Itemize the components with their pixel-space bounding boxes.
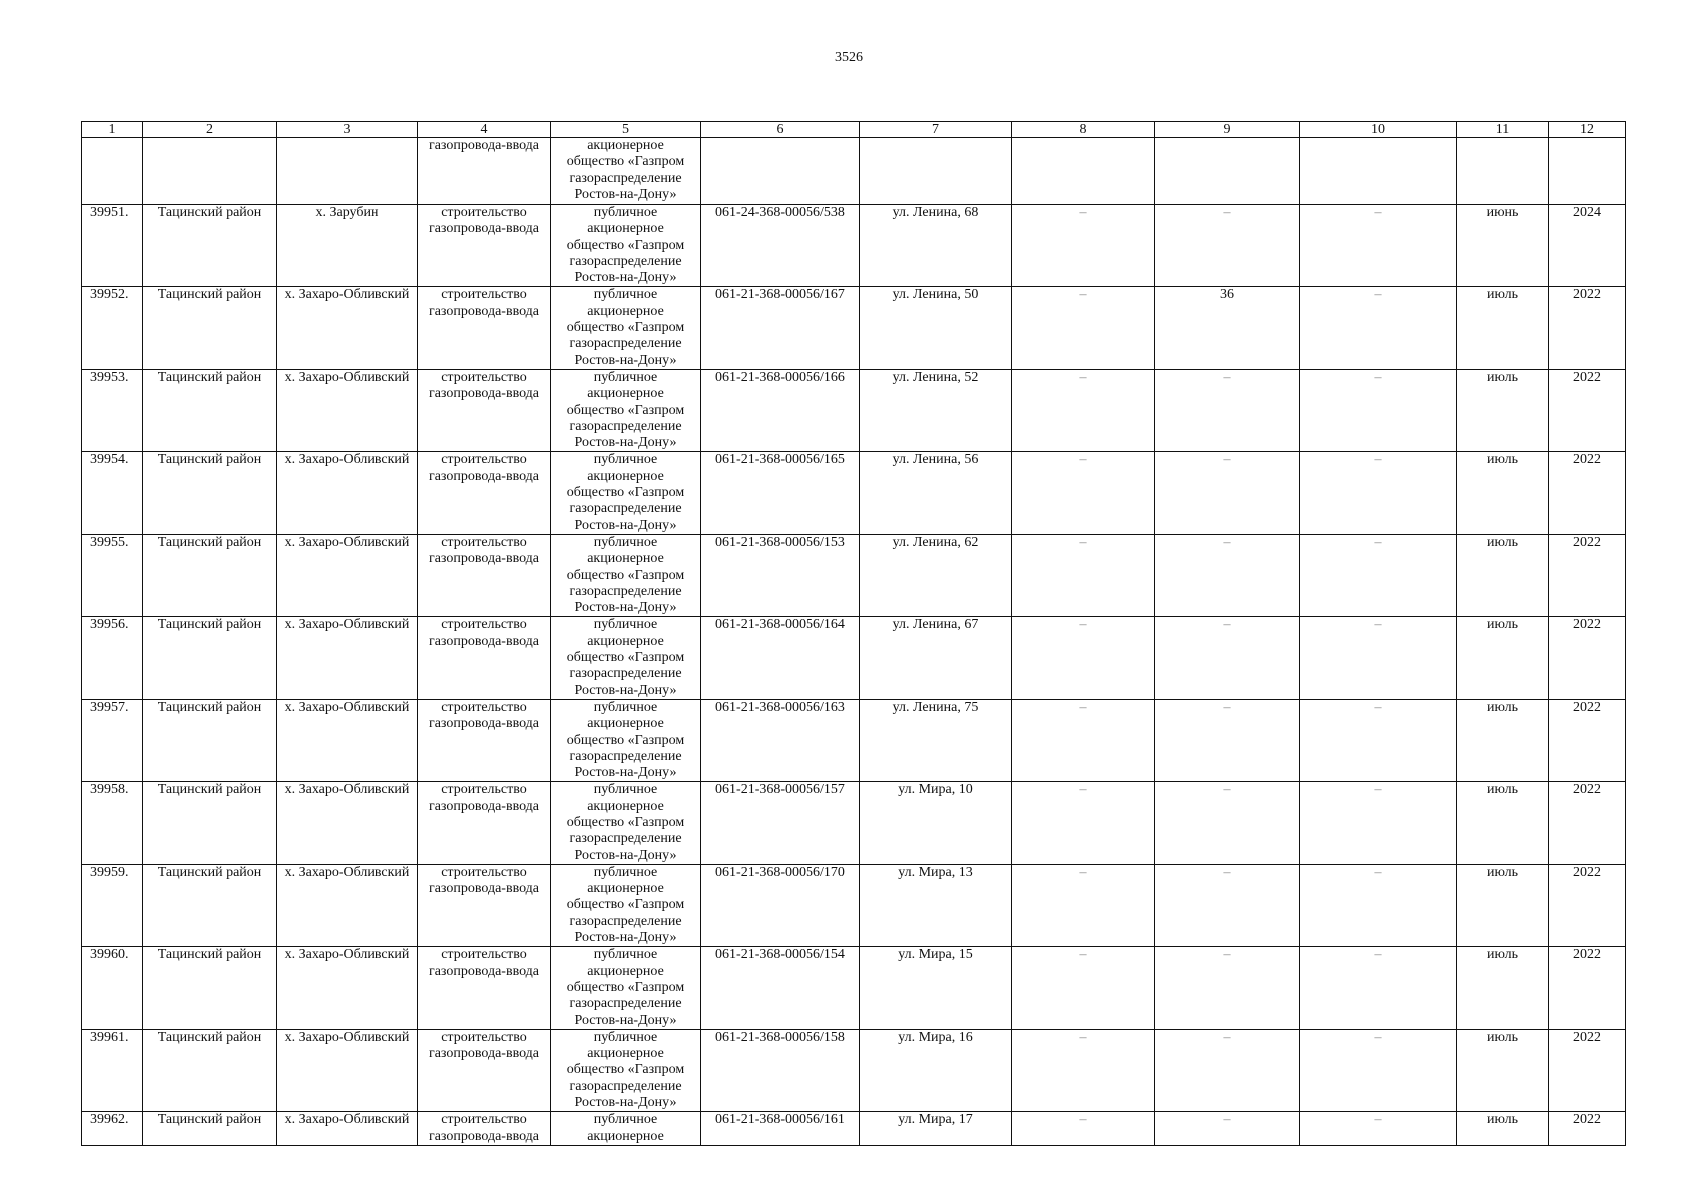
cell-address: ул. Ленина, 75 <box>860 699 1012 781</box>
cell-work-type: строительство газопровода-ввода <box>418 1029 551 1111</box>
cell-col-9: – <box>1155 699 1300 781</box>
cell-owner: публичное акционерное общество «Газпром газораспределение Ростов-на-Дону» <box>551 782 701 864</box>
cell-empty <box>277 138 418 205</box>
cell-year: 2022 <box>1549 1112 1626 1146</box>
cell-year: 2022 <box>1549 947 1626 1029</box>
column-number-row <box>82 122 1626 138</box>
cell-settlement: х. Захаро-Обливский <box>277 782 418 864</box>
cell-district: Тацинский район <box>143 1112 277 1146</box>
cell-district: Тацинский район <box>143 205 277 287</box>
column-number: 3 <box>277 122 418 138</box>
cell-empty <box>143 138 277 205</box>
cell-month: июль <box>1457 1112 1549 1146</box>
cell-settlement: х. Захаро-Обливский <box>277 534 418 616</box>
cell-owner: публичное акционерное общество «Газпром газораспределение Ростов-на-Дону» <box>551 617 701 699</box>
column-number: 10 <box>1300 122 1457 138</box>
cell-row-number: 39951. <box>82 205 143 287</box>
cell-district: Тацинский район <box>143 864 277 946</box>
cell-owner: публичное акционерное общество «Газпром газораспределение Ростов-на-Дону» <box>551 699 701 781</box>
cell-empty <box>1457 138 1549 205</box>
cell-owner: публичное акционерное общество «Газпром газораспределение Ростов-на-Дону» <box>551 947 701 1029</box>
table-row <box>82 1029 1626 1111</box>
cell-settlement: х. Захаро-Обливский <box>277 287 418 369</box>
cell-work-type: строительство газопровода-ввода <box>418 205 551 287</box>
cell-month: июль <box>1457 617 1549 699</box>
cell-registry-code: 061-21-368-00056/167 <box>701 287 860 369</box>
cell-settlement: х. Захаро-Обливский <box>277 864 418 946</box>
cell-work-type: строительство газопровода-ввода <box>418 947 551 1029</box>
cell-col-10: – <box>1300 205 1457 287</box>
cell-owner: публичное акционерное общество «Газпром газораспределение Ростов-на-Дону» <box>551 205 701 287</box>
cell-month: июль <box>1457 534 1549 616</box>
cell-address: ул. Ленина, 56 <box>860 452 1012 534</box>
cell-col-10: – <box>1300 1112 1457 1146</box>
cell-col-8: – <box>1012 947 1155 1029</box>
cell-col-8: – <box>1012 864 1155 946</box>
cell-col-9: 36 <box>1155 287 1300 369</box>
cell-settlement: х. Зарубин <box>277 205 418 287</box>
table-row <box>82 947 1626 1029</box>
cell-address: ул. Мира, 17 <box>860 1112 1012 1146</box>
cell-col-9: – <box>1155 452 1300 534</box>
cell-col-9: – <box>1155 947 1300 1029</box>
cell-month: июль <box>1457 1029 1549 1111</box>
table-row <box>82 534 1626 616</box>
cell-row-number: 39957. <box>82 699 143 781</box>
column-number: 2 <box>143 122 277 138</box>
cell-month: июль <box>1457 699 1549 781</box>
cell-owner: публичное акционерное общество «Газпром газораспределение Ростов-на-Дону» <box>551 534 701 616</box>
cell-col-9: – <box>1155 617 1300 699</box>
cell-empty <box>701 138 860 205</box>
cell-col-10: – <box>1300 287 1457 369</box>
cell-col-8: – <box>1012 369 1155 451</box>
cell-col-8: – <box>1012 287 1155 369</box>
table-row <box>82 699 1626 781</box>
cell-col-8: – <box>1012 782 1155 864</box>
cell-empty <box>860 138 1012 205</box>
cell-work-type: строительство газопровода-ввода <box>418 617 551 699</box>
cell-row-number: 39954. <box>82 452 143 534</box>
cell-year: 2022 <box>1549 699 1626 781</box>
table-row <box>82 452 1626 534</box>
cell-month: июль <box>1457 782 1549 864</box>
cell-month: июнь <box>1457 205 1549 287</box>
cell-district: Тацинский район <box>143 534 277 616</box>
cell-col-9: – <box>1155 782 1300 864</box>
cell-col-10: – <box>1300 452 1457 534</box>
cell-month: июль <box>1457 369 1549 451</box>
cell-settlement: х. Захаро-Обливский <box>277 452 418 534</box>
cell-row-number: 39959. <box>82 864 143 946</box>
cell-month: июль <box>1457 864 1549 946</box>
cell-registry-code: 061-21-368-00056/165 <box>701 452 860 534</box>
cell-address: ул. Ленина, 52 <box>860 369 1012 451</box>
column-number: 6 <box>701 122 860 138</box>
cell-year: 2022 <box>1549 534 1626 616</box>
table-row <box>82 782 1626 864</box>
cell-work-type: строительство газопровода-ввода <box>418 1112 551 1146</box>
cell-work-type: строительство газопровода-ввода <box>418 782 551 864</box>
cell-district: Тацинский район <box>143 369 277 451</box>
cell-registry-code: 061-21-368-00056/163 <box>701 699 860 781</box>
cell-col-8: – <box>1012 1029 1155 1111</box>
cell-registry-code: 061-21-368-00056/153 <box>701 534 860 616</box>
cell-owner: публичное акционерное общество «Газпром газораспределение Ростов-на-Дону» <box>551 864 701 946</box>
cell-registry-code: 061-21-368-00056/170 <box>701 864 860 946</box>
cell-settlement: х. Захаро-Обливский <box>277 1112 418 1146</box>
cell-month: июль <box>1457 947 1549 1029</box>
cell-row-number: 39956. <box>82 617 143 699</box>
cell-row-number: 39955. <box>82 534 143 616</box>
cell-settlement: х. Захаро-Обливский <box>277 699 418 781</box>
cell-registry-code: 061-21-368-00056/166 <box>701 369 860 451</box>
cell-owner: публичное акционерное <box>551 1112 701 1146</box>
cell-work-type: строительство газопровода-ввода <box>418 699 551 781</box>
cell-registry-code: 061-24-368-00056/538 <box>701 205 860 287</box>
table-row <box>82 369 1626 451</box>
cell-address: ул. Ленина, 62 <box>860 534 1012 616</box>
cell-registry-code: 061-21-368-00056/161 <box>701 1112 860 1146</box>
cell-address: ул. Мира, 15 <box>860 947 1012 1029</box>
cell-empty <box>1155 138 1300 205</box>
table-row <box>82 617 1626 699</box>
cell-empty <box>1549 138 1626 205</box>
cell-settlement: х. Захаро-Обливский <box>277 1029 418 1111</box>
cell-row-number: 39952. <box>82 287 143 369</box>
cell-col-8: – <box>1012 1112 1155 1146</box>
cell-owner: публичное акционерное общество «Газпром газораспределение Ростов-на-Дону» <box>551 452 701 534</box>
table-row <box>82 1112 1626 1146</box>
cell-empty <box>1300 138 1457 205</box>
cell-col-9: – <box>1155 534 1300 616</box>
cell-work-type: строительство газопровода-ввода <box>418 287 551 369</box>
cell-registry-code: 061-21-368-00056/157 <box>701 782 860 864</box>
cell-owner: акционерное общество «Газпром газораспределение Ростов-на-Дону» <box>551 138 701 205</box>
cell-col-9: – <box>1155 864 1300 946</box>
cell-address: ул. Мира, 13 <box>860 864 1012 946</box>
cell-col-10: – <box>1300 534 1457 616</box>
column-number: 1 <box>82 122 143 138</box>
cell-col-8: – <box>1012 452 1155 534</box>
cell-row-number: 39953. <box>82 369 143 451</box>
table-body <box>82 122 1626 1146</box>
table-row <box>82 864 1626 946</box>
cell-month: июль <box>1457 452 1549 534</box>
cell-col-10: – <box>1300 617 1457 699</box>
cell-address: ул. Мира, 16 <box>860 1029 1012 1111</box>
cell-col-10: – <box>1300 864 1457 946</box>
cell-address: ул. Ленина, 50 <box>860 287 1012 369</box>
cell-row-number: 39961. <box>82 1029 143 1111</box>
column-number: 12 <box>1549 122 1626 138</box>
cell-row-number: 39960. <box>82 947 143 1029</box>
cell-col-8: – <box>1012 205 1155 287</box>
cell-row-number: 39962. <box>82 1112 143 1146</box>
column-number: 11 <box>1457 122 1549 138</box>
cell-year: 2024 <box>1549 205 1626 287</box>
table-row <box>82 287 1626 369</box>
cell-row-number: 39958. <box>82 782 143 864</box>
cell-year: 2022 <box>1549 864 1626 946</box>
cell-owner: публичное акционерное общество «Газпром газораспределение Ростов-на-Дону» <box>551 369 701 451</box>
cell-work-type: газопровода-ввода <box>418 138 551 205</box>
column-number: 4 <box>418 122 551 138</box>
cell-col-8: – <box>1012 534 1155 616</box>
cell-district: Тацинский район <box>143 947 277 1029</box>
cell-year: 2022 <box>1549 1029 1626 1111</box>
cell-registry-code: 061-21-368-00056/158 <box>701 1029 860 1111</box>
cell-col-10: – <box>1300 947 1457 1029</box>
cell-work-type: строительство газопровода-ввода <box>418 534 551 616</box>
cell-work-type: строительство газопровода-ввода <box>418 452 551 534</box>
cell-col-9: – <box>1155 205 1300 287</box>
cell-month: июль <box>1457 287 1549 369</box>
cell-work-type: строительство газопровода-ввода <box>418 864 551 946</box>
column-number: 8 <box>1012 122 1155 138</box>
cell-empty <box>1012 138 1155 205</box>
cell-col-9: – <box>1155 1112 1300 1146</box>
cell-empty <box>82 138 143 205</box>
cell-col-10: – <box>1300 1029 1457 1111</box>
cell-year: 2022 <box>1549 782 1626 864</box>
cell-col-9: – <box>1155 1029 1300 1111</box>
cell-registry-code: 061-21-368-00056/164 <box>701 617 860 699</box>
cell-district: Тацинский район <box>143 1029 277 1111</box>
cell-district: Тацинский район <box>143 287 277 369</box>
cell-work-type: строительство газопровода-ввода <box>418 369 551 451</box>
cell-address: ул. Ленина, 68 <box>860 205 1012 287</box>
cell-col-9: – <box>1155 369 1300 451</box>
cell-settlement: х. Захаро-Обливский <box>277 617 418 699</box>
cell-owner: публичное акционерное общество «Газпром газораспределение Ростов-на-Дону» <box>551 287 701 369</box>
cell-col-10: – <box>1300 369 1457 451</box>
cell-settlement: х. Захаро-Обливский <box>277 369 418 451</box>
register-table <box>81 121 1626 1146</box>
column-number: 9 <box>1155 122 1300 138</box>
cell-district: Тацинский район <box>143 452 277 534</box>
cell-address: ул. Мира, 10 <box>860 782 1012 864</box>
cell-settlement: х. Захаро-Обливский <box>277 947 418 1029</box>
table-row <box>82 205 1626 287</box>
column-number: 5 <box>551 122 701 138</box>
cell-col-8: – <box>1012 617 1155 699</box>
cell-col-10: – <box>1300 699 1457 781</box>
cell-year: 2022 <box>1549 369 1626 451</box>
page-number: 3526 <box>835 50 863 65</box>
column-number: 7 <box>860 122 1012 138</box>
cell-address: ул. Ленина, 67 <box>860 617 1012 699</box>
cell-year: 2022 <box>1549 617 1626 699</box>
cell-year: 2022 <box>1549 287 1626 369</box>
continuation-row <box>82 138 1626 205</box>
cell-district: Тацинский район <box>143 617 277 699</box>
cell-district: Тацинский район <box>143 782 277 864</box>
cell-col-8: – <box>1012 699 1155 781</box>
cell-registry-code: 061-21-368-00056/154 <box>701 947 860 1029</box>
cell-col-10: – <box>1300 782 1457 864</box>
cell-owner: публичное акционерное общество «Газпром газораспределение Ростов-на-Дону» <box>551 1029 701 1111</box>
cell-district: Тацинский район <box>143 699 277 781</box>
cell-year: 2022 <box>1549 452 1626 534</box>
